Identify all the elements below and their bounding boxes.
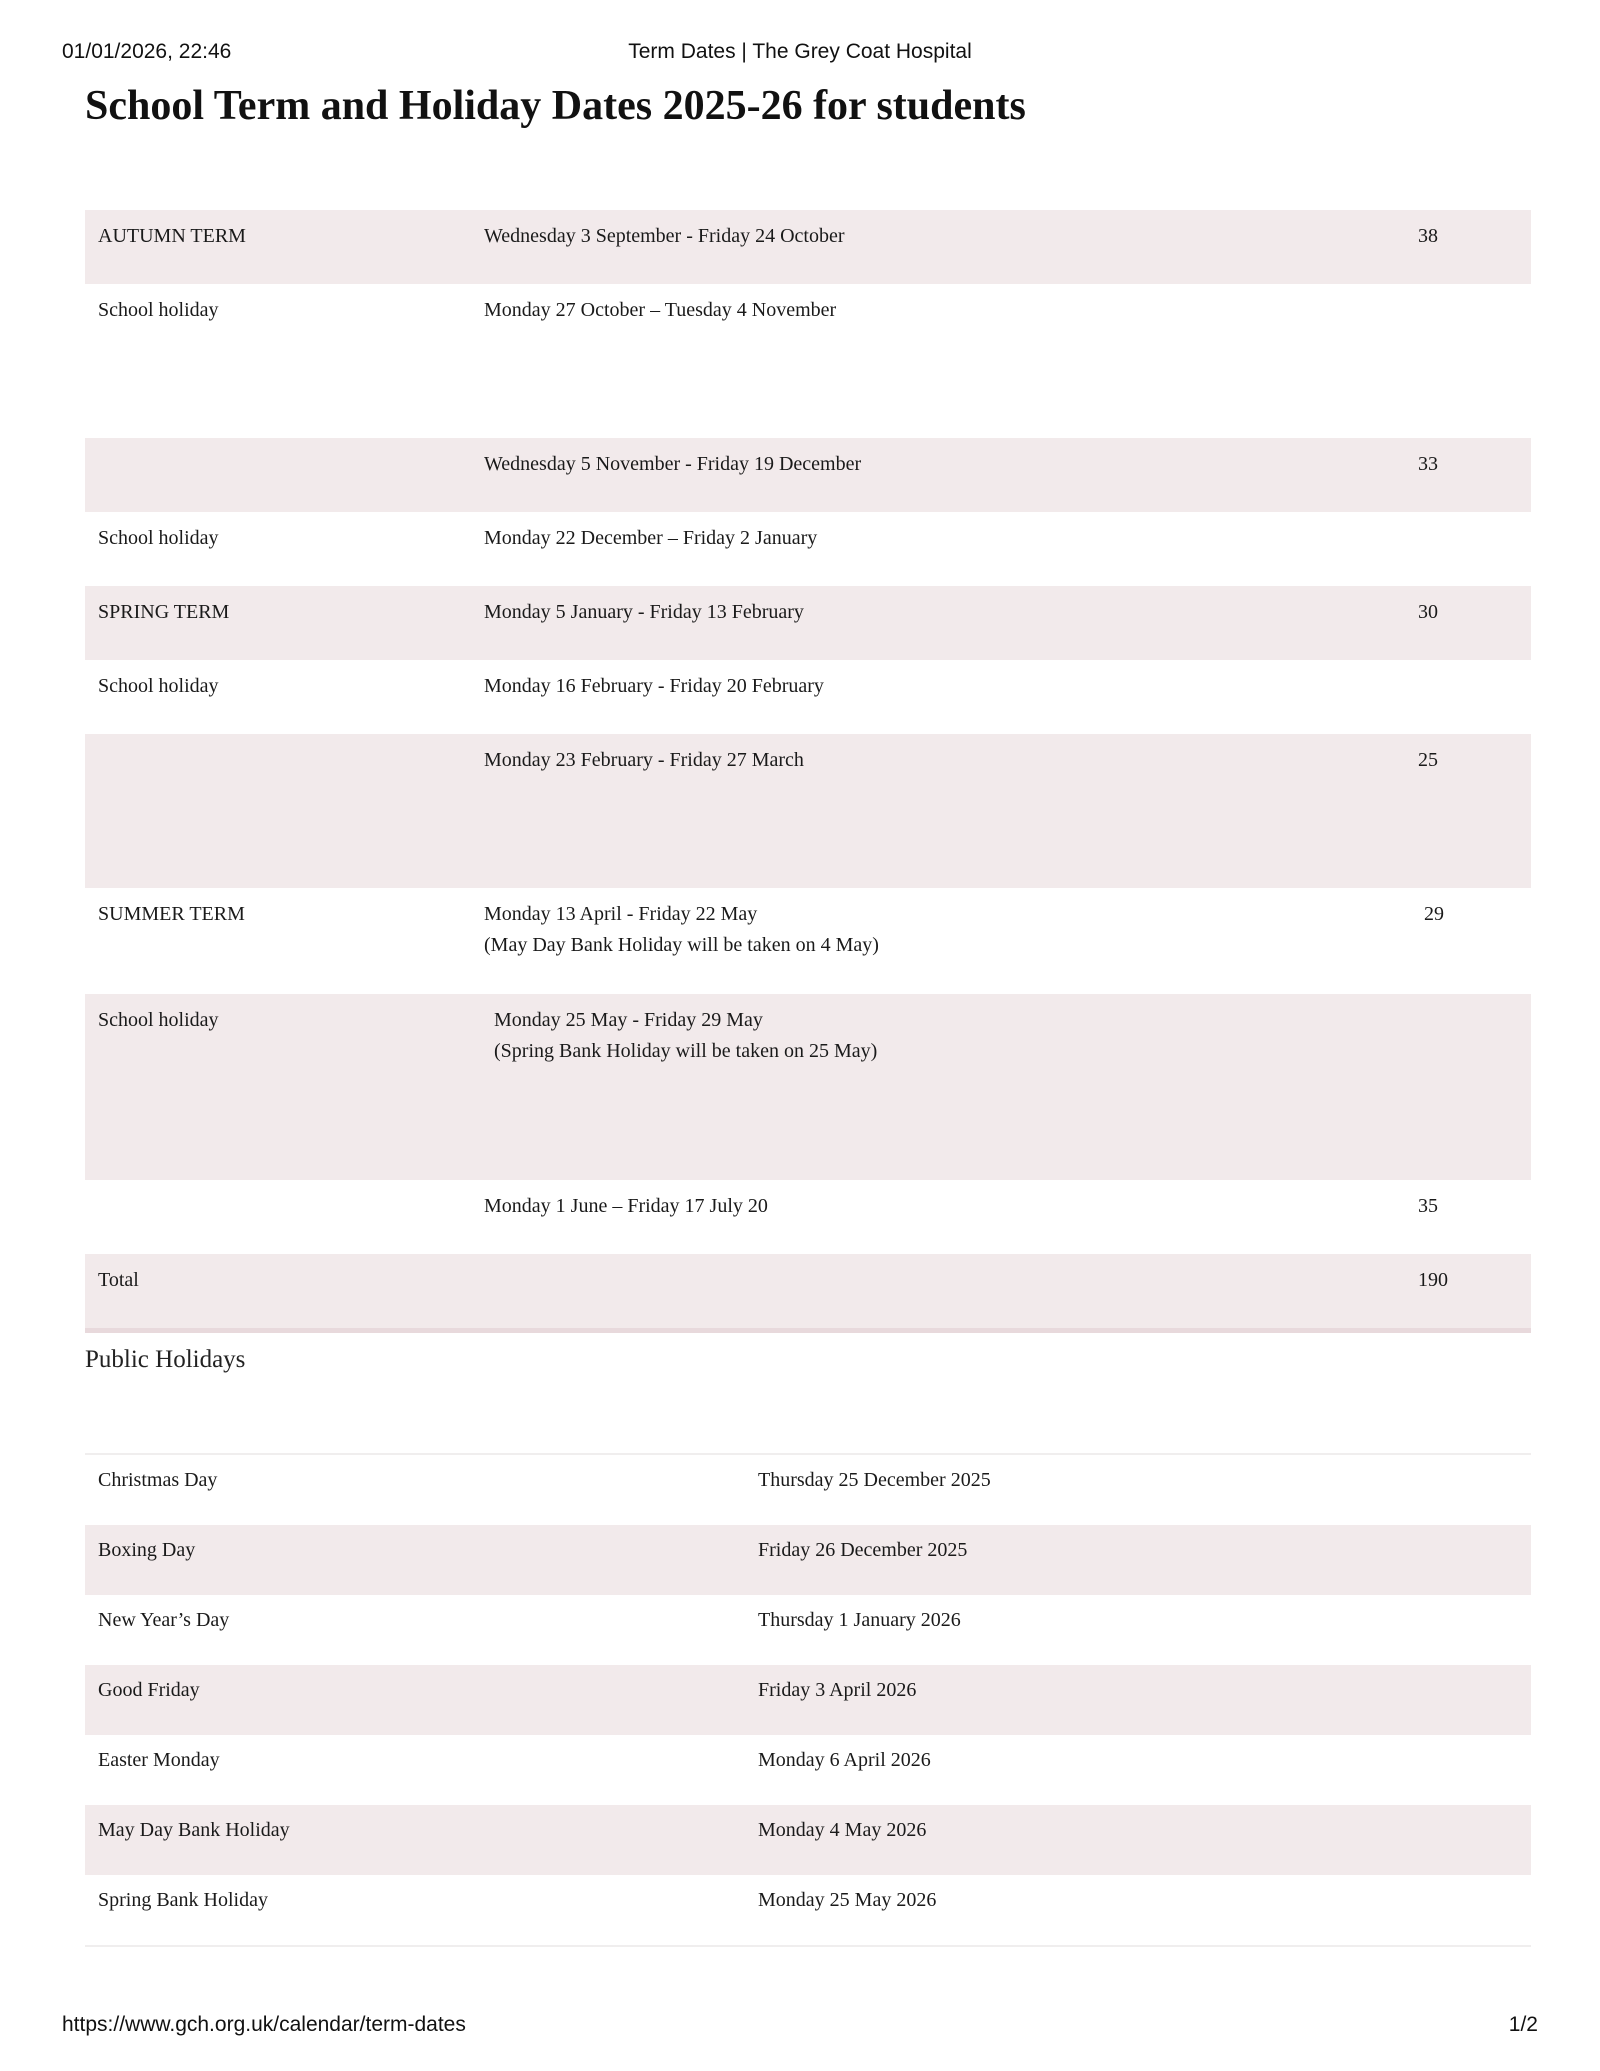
- table-row: [85, 888, 1531, 994]
- table-row: [85, 994, 1531, 1180]
- term-days: [1405, 512, 1531, 586]
- term-label: [85, 734, 471, 888]
- term-label: School holiday: [85, 994, 471, 1180]
- table-row: [85, 1875, 1531, 1946]
- term-dates: Monday 25 May - Friday 29 May: [494, 1009, 763, 1031]
- holiday-name: New Year’s Day: [98, 1609, 230, 1631]
- table-row: [85, 1525, 1531, 1595]
- term-dates: Monday 27 October – Tuesday 4 November: [484, 299, 837, 321]
- term-dates: Monday 16 February - Friday 20 February: [484, 675, 824, 697]
- public-holidays-heading: Public Holidays: [85, 1346, 246, 1373]
- table-row: [85, 1454, 1531, 1525]
- term-dates: Monday 13 April - Friday 22 May: [484, 903, 758, 925]
- holiday-date: Thursday 1 January 2026: [758, 1609, 961, 1631]
- term-note: (May Day Bank Holiday will be taken on 4 May): [484, 934, 879, 956]
- table-row: [85, 586, 1531, 660]
- holiday-name: Boxing Day: [85, 1525, 745, 1595]
- holiday-name: Easter Monday: [98, 1749, 220, 1771]
- term-days: 25: [1405, 734, 1531, 888]
- holiday-date: Monday 4 May 2026: [745, 1805, 1531, 1875]
- table-row: [85, 1665, 1531, 1735]
- term-label: AUTUMN TERM: [85, 210, 471, 284]
- holiday-name: Good Friday: [85, 1665, 745, 1735]
- term-label: School holiday: [98, 527, 219, 549]
- holiday-date: Friday 3 April 2026: [745, 1665, 1531, 1735]
- holiday-date: Friday 26 December 2025: [745, 1525, 1531, 1595]
- holiday-name: Spring Bank Holiday: [98, 1889, 268, 1911]
- table-row: [85, 1180, 1531, 1254]
- table-row: [85, 438, 1531, 512]
- holiday-date: Monday 6 April 2026: [758, 1749, 931, 1771]
- term-label: School holiday: [98, 299, 219, 321]
- page-url: https://www.gch.org.uk/calendar/term-dates: [62, 2013, 466, 2036]
- term-days: 33: [1405, 438, 1531, 512]
- table-row: [85, 660, 1531, 734]
- term-days: [1405, 660, 1531, 734]
- table-row: [85, 1595, 1531, 1665]
- table-row: [85, 734, 1531, 888]
- term-label: SPRING TERM: [85, 586, 471, 660]
- print-date-time: 01/01/2026, 22:46: [62, 40, 232, 63]
- table-row: [85, 1805, 1531, 1875]
- page-title: School Term and Holiday Dates 2025-26 for students: [85, 83, 1026, 129]
- term-days: 29: [1424, 903, 1444, 925]
- holiday-name: May Day Bank Holiday: [85, 1805, 745, 1875]
- print-document-title: Term Dates | The Grey Coat Hospital: [628, 40, 972, 63]
- page-number: 1/2: [1508, 2013, 1538, 2036]
- term-label: School holiday: [98, 675, 219, 697]
- print-header: [62, 40, 1538, 64]
- term-days: [1405, 284, 1531, 438]
- term-note: (Spring Bank Holiday will be taken on 25 May): [494, 1040, 878, 1062]
- table-row: [85, 284, 1531, 438]
- total-label: Total: [85, 1254, 471, 1331]
- table-row-total: [85, 1254, 1531, 1331]
- term-days: 38: [1405, 210, 1531, 284]
- holiday-name: Christmas Day: [98, 1469, 218, 1491]
- term-dates: Wednesday 5 November - Friday 19 December: [471, 438, 1405, 512]
- holiday-date: Thursday 25 December 2025: [758, 1469, 991, 1491]
- term-label: [85, 438, 471, 512]
- term-label: SUMMER TERM: [98, 903, 245, 925]
- term-days: [1405, 994, 1531, 1180]
- table-row: [85, 512, 1531, 586]
- term-days: 30: [1405, 586, 1531, 660]
- term-days: 35: [1418, 1195, 1438, 1217]
- term-dates-cell: [471, 888, 1405, 994]
- table-row: [85, 210, 1531, 284]
- public-holidays-table: [85, 1453, 1531, 1947]
- term-dates: Monday 22 December – Friday 2 January: [484, 527, 818, 549]
- term-label: [85, 1180, 471, 1254]
- term-dates-cell: [471, 994, 1405, 1180]
- holiday-date: Monday 25 May 2026: [758, 1889, 937, 1911]
- term-dates: Wednesday 3 September - Friday 24 October: [471, 210, 1405, 284]
- term-dates: Monday 5 January - Friday 13 February: [471, 586, 1405, 660]
- print-footer: [62, 2013, 1538, 2037]
- term-dates-table: [85, 210, 1531, 1333]
- term-dates: Monday 1 June – Friday 17 July 20: [484, 1195, 768, 1217]
- total-days: 190: [1405, 1254, 1531, 1331]
- table-row: [85, 1735, 1531, 1805]
- term-dates: [471, 1254, 1405, 1331]
- term-dates: Monday 23 February - Friday 27 March: [471, 734, 1405, 888]
